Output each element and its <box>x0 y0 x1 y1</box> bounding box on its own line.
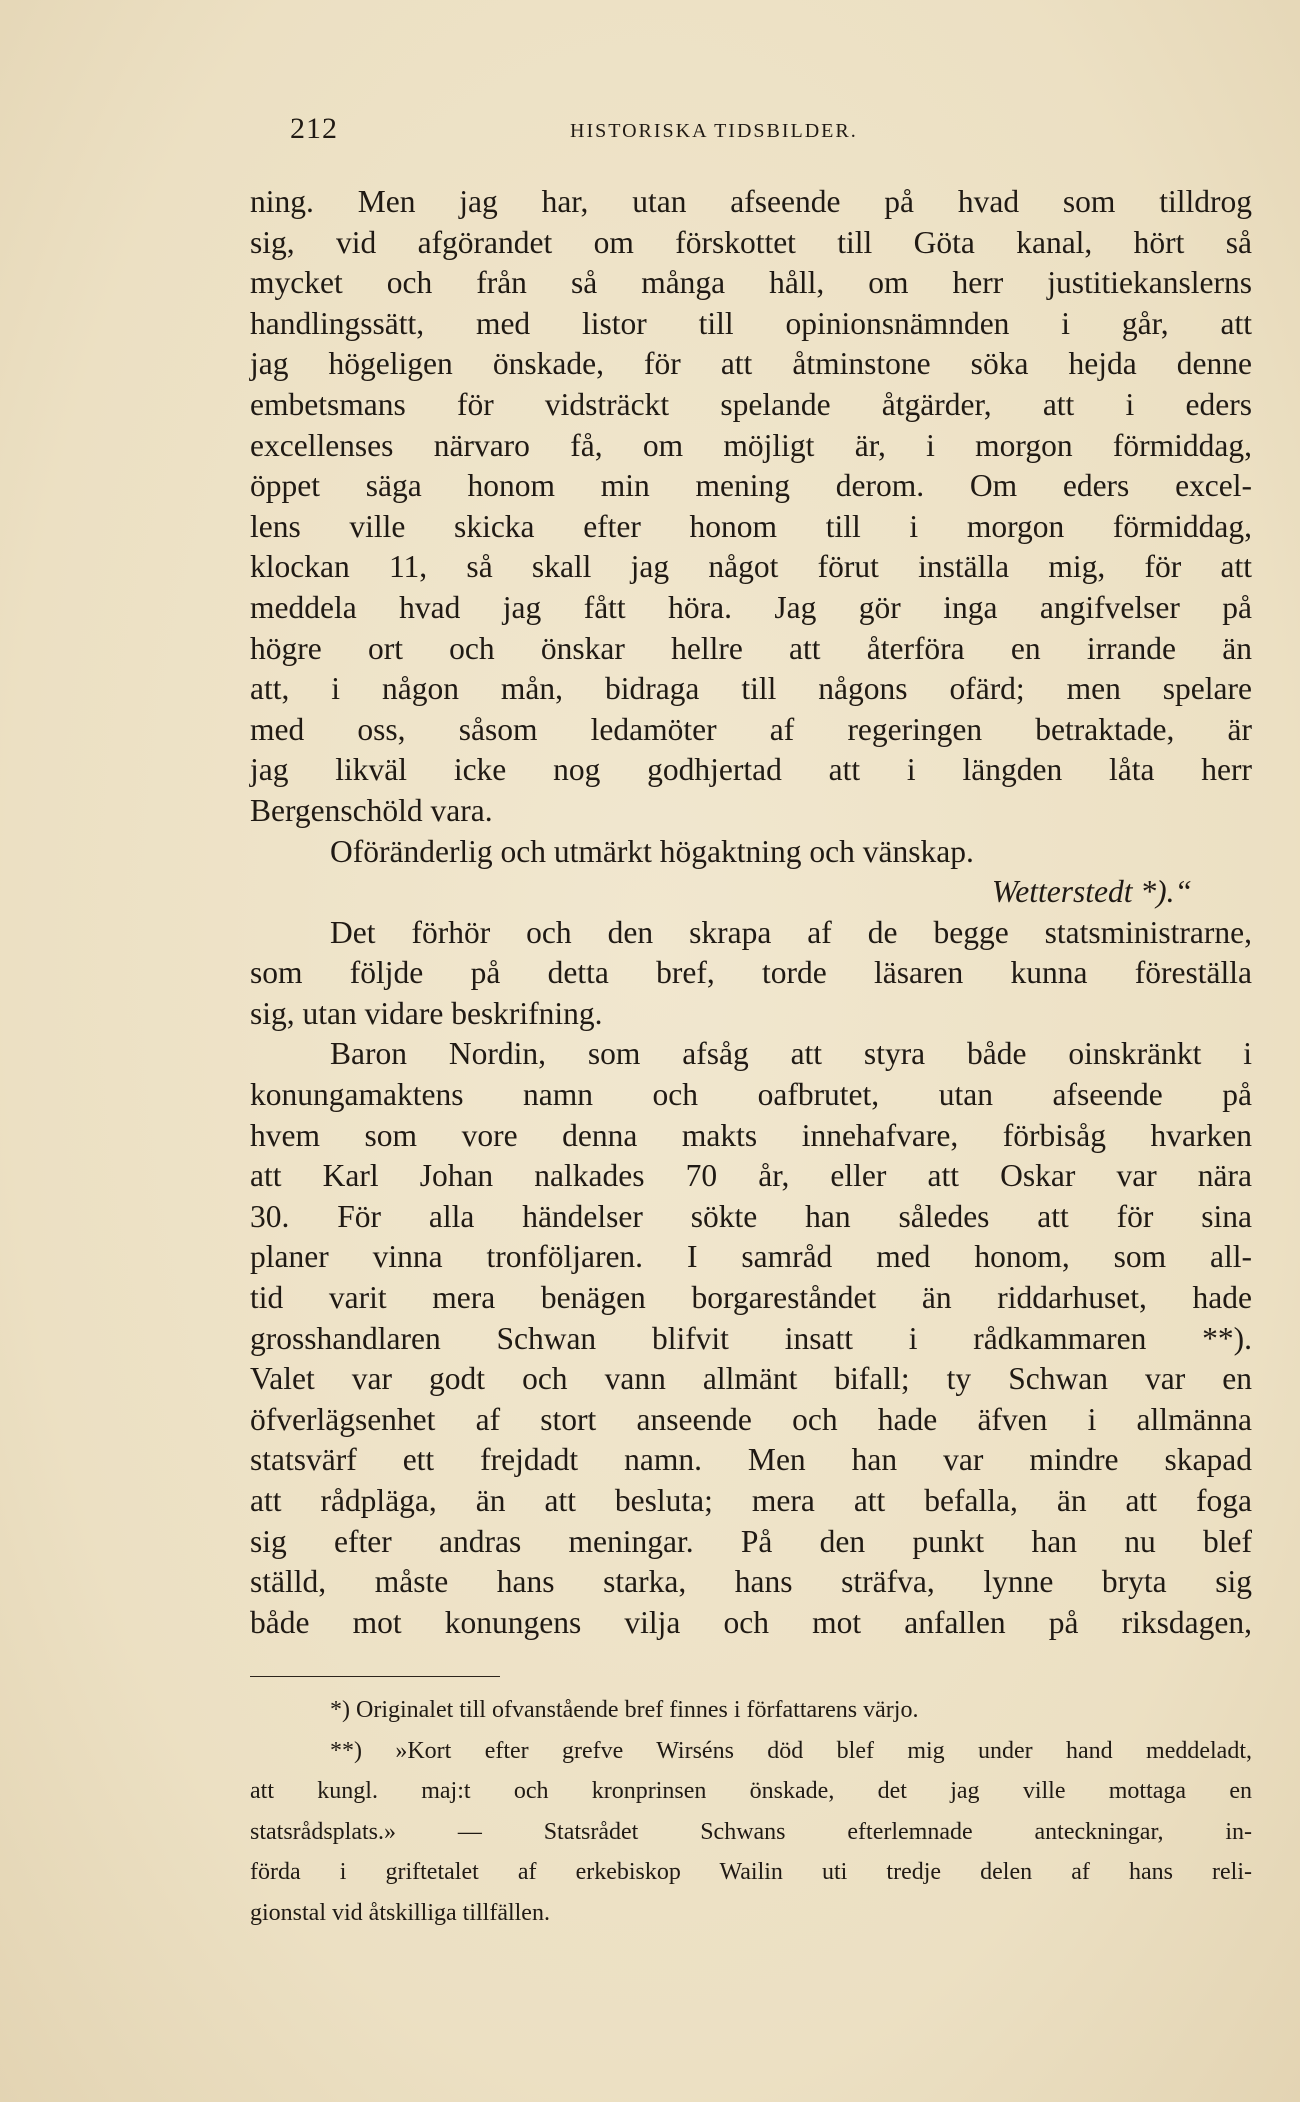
footnotes <box>250 1694 1252 1938</box>
text-line: ning. Men jag har, utan afseende på hvad som tilldrog <box>250 184 1252 219</box>
text-line: grosshandlaren Schwan blifvit insatt i rådkammaren **). <box>250 1320 1252 1356</box>
text-line: excellenses närvaro få, om möjligt är, i morgon förmiddag, <box>250 427 1252 463</box>
footnote-line: statsrådsplats.» — Statsrådet Schwans efterlemnade anteckningar, in- <box>250 1818 1252 1845</box>
text-line: sig efter andras meningar. På den punkt han nu blef <box>250 1523 1252 1559</box>
text-line: som följde på detta bref, torde läsaren kunna föreställa <box>250 955 1252 991</box>
closing-line: Oföränderlig och utmärkt högaktning och vänskap. <box>330 833 974 869</box>
footnote-line: **) »Kort efter grefve Wirséns död blef mig under hand meddeladt, <box>330 1737 1252 1764</box>
text-line: lens ville skicka efter honom till i morgon förmiddag, <box>250 508 1252 544</box>
text-line: 30. För alla händelser sökte han således att för sina <box>250 1198 1252 1234</box>
text-line: embetsmans för vidsträckt spelande åtgärder, att i eders <box>250 386 1252 422</box>
text-line: mycket och från så många håll, om herr justitiekanslerns <box>250 265 1252 301</box>
footnote-line: gionstal vid åtskilliga tillfällen. <box>250 1899 550 1926</box>
page-number: 212 <box>290 112 338 145</box>
text-line: att Karl Johan nalkades 70 år, eller att Oskar var nära <box>250 1158 1252 1194</box>
signature-line: Wetterstedt *).“ <box>991 874 1192 910</box>
text-line: meddela hvad jag fått höra. Jag gör inga angifvelser på <box>250 589 1252 625</box>
text-line: att rådpläga, än att besluta; mera att befalla, än att foga <box>250 1483 1252 1518</box>
text-line: jag högeligen önskade, för att åtminstone söka hejda denne <box>250 346 1252 382</box>
text-line: Baron Nordin, som afsåg att styra både oinskränkt i <box>330 1036 1252 1072</box>
text-line: med oss, såsom ledamöter af regeringen betraktade, är <box>250 711 1252 747</box>
text-line: jag likväl icke nog godhjertad att i längden låta herr <box>250 752 1252 788</box>
text-line: tid varit mera benägen borgareståndet än riddarhuset, hade <box>250 1280 1252 1316</box>
body-text <box>250 182 1252 1643</box>
text-line: statsvärf ett frejdadt namn. Men han var mindre skapad <box>250 1442 1252 1478</box>
text-line: sig, utan vidare beskrifning. <box>250 995 603 1031</box>
running-head: HISTORISKA TIDSBILDER. <box>570 120 858 142</box>
text-line: högre ort och önskar hellre att återföra en irrande än <box>250 630 1252 666</box>
text-line: både mot konungens vilja och mot anfallen på riksdagen, <box>250 1604 1252 1640</box>
text-line: ställd, måste hans starka, hans sträfva, lynne bryta sig <box>250 1564 1252 1600</box>
text-line: att, i någon mån, bidraga till någons ofärd; men spelare <box>250 671 1252 707</box>
text-line: Det förhör och den skrapa af de begge statsministrarne, <box>330 914 1252 950</box>
footnote-divider <box>250 1676 500 1677</box>
text-line: planer vinna tronföljaren. I samråd med honom, som all- <box>250 1239 1252 1275</box>
text-line: sig, vid afgörandet om förskottet till Göta kanal, hört så <box>250 224 1252 260</box>
text-line: öfverlägsenhet af stort anseende och hade äfven i allmänna <box>250 1401 1252 1437</box>
footnote-line: *) Originalet till ofvanstående bref finnes i författarens värjo. <box>330 1697 919 1723</box>
footnote-line: förda i griftetalet af erkebiskop Wailin uti tredje delen af hans reli- <box>250 1859 1252 1886</box>
text-line: konungamaktens namn och oafbrutet, utan afseende på <box>250 1077 1252 1113</box>
text-line: öppet säga honom min mening derom. Om eders excel- <box>250 468 1252 504</box>
page-header <box>290 112 1250 152</box>
text-line: Bergenschöld vara. <box>250 792 493 828</box>
text-line: Valet var godt och vann allmänt bifall; ty Schwan var en <box>250 1361 1252 1397</box>
footnote-line: att kungl. maj:t och kronprinsen önskade, det jag ville mottaga en <box>250 1778 1252 1805</box>
text-line: hvem som vore denna makts innehafvare, förbisåg hvarken <box>250 1117 1252 1153</box>
text-line: handlingssätt, med listor till opinionsnämnden i går, att <box>250 305 1252 341</box>
text-line: klockan 11, så skall jag något förut inställa mig, för att <box>250 549 1252 585</box>
